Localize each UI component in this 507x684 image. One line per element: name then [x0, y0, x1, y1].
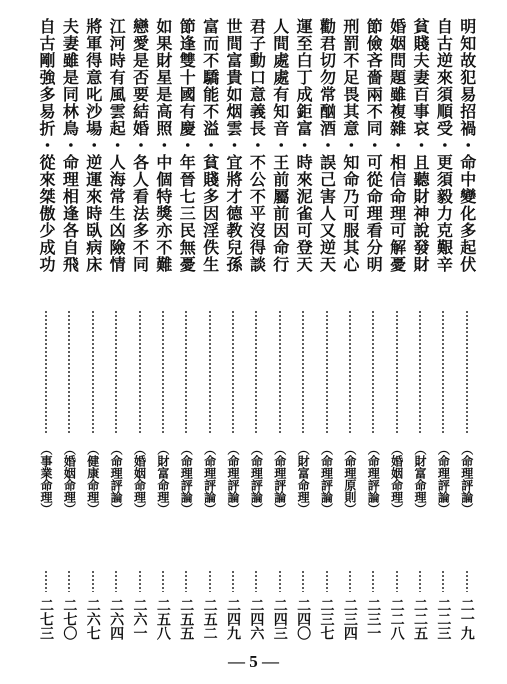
- leader-dots: [209, 310, 211, 435]
- toc-entry: [106, 18, 126, 638]
- leader-dots: [139, 570, 141, 592]
- toc-entry: [457, 18, 477, 638]
- entry-category: （婚姻命理）: [62, 443, 77, 515]
- toc-entry: [176, 18, 196, 638]
- entry-category: （命理評論）: [179, 443, 194, 515]
- entry-category: （財富命理）: [296, 443, 311, 515]
- entry-page-number: 二二八: [388, 598, 405, 640]
- entry-category: （命理評論）: [272, 443, 287, 515]
- leader-dots: [279, 570, 281, 592]
- entry-page-number: 二五八: [154, 598, 171, 640]
- leader-dots: [372, 310, 374, 435]
- leader-dots: [396, 570, 398, 592]
- entry-verse: 戀愛是否要結婚・各人看法多不同: [130, 18, 150, 273]
- leader-dots: [466, 310, 468, 435]
- entry-page-number: 二五五: [178, 598, 195, 640]
- leader-dots: [92, 310, 94, 435]
- entry-page-number: 二三七: [318, 598, 335, 640]
- leader-dots: [45, 310, 47, 435]
- leader-dots: [372, 570, 374, 592]
- toc-entry: [433, 18, 453, 638]
- entry-category: （命理評論）: [319, 443, 334, 515]
- leader-dots: [442, 310, 444, 435]
- entry-verse: 將軍得意叱沙場・逆運來時臥病床: [83, 18, 103, 273]
- leader-dots: [302, 570, 304, 592]
- leader-dots: [326, 570, 328, 592]
- entry-verse: 貧賤夫妻百事哀・且聽財神說發財: [411, 18, 430, 273]
- entry-page-number: 二六七: [84, 598, 101, 640]
- leader-dots: [279, 310, 281, 435]
- entry-page-number: 二七〇: [61, 598, 78, 640]
- entry-verse: 夫妻雖是同林鳥・命理相逢各自飛: [60, 18, 80, 273]
- leader-dots: [162, 570, 164, 592]
- leader-dots: [396, 310, 398, 435]
- entry-page-number: 二三四: [341, 598, 358, 640]
- entry-category: （命理評論）: [226, 443, 240, 515]
- entry-category: （命理原則）: [342, 443, 357, 515]
- leader-dots: [232, 310, 234, 435]
- leader-dots: [68, 310, 70, 435]
- entry-verse: 節儉吝嗇兩不同・可從命理看分明: [364, 18, 384, 273]
- toc-entry: [387, 18, 407, 638]
- leader-dots: [419, 570, 421, 592]
- entry-page-number: 二四九: [225, 598, 241, 640]
- entry-category: （命理評論）: [109, 443, 124, 515]
- leader-dots: [302, 310, 304, 435]
- toc-entry: [200, 18, 220, 638]
- toc-entry: [317, 18, 337, 638]
- leader-dots: [466, 570, 468, 592]
- toc-entry: [59, 18, 79, 638]
- entry-verse: 富而不驕能不溢・貧賤多因淫佚生: [200, 18, 220, 273]
- toc-entry: [83, 18, 103, 638]
- entry-page-number: 二六四: [108, 598, 125, 640]
- leader-dots: [45, 570, 47, 592]
- entry-verse: 如果財星是高照・中個特獎亦不難: [153, 18, 173, 273]
- leader-dots: [349, 310, 351, 435]
- entry-page-number: 二四〇: [295, 598, 312, 640]
- leader-dots: [139, 310, 141, 435]
- entry-verse: 君子動口意義長・不公不平沒得談: [247, 18, 267, 273]
- entry-verse: 世間富貴如烟雲・宜將才德教兒孫: [224, 18, 243, 273]
- leader-dots: [115, 310, 117, 435]
- leader-dots: [209, 570, 211, 592]
- entry-page-number: 二四六: [248, 598, 265, 640]
- entry-verse: 勸君切勿常酗酒・誤己害人又逆天: [317, 18, 337, 273]
- leader-dots: [349, 570, 351, 592]
- entry-page-number: 二二五: [412, 598, 428, 640]
- entry-category: （命理評論）: [459, 443, 474, 515]
- leader-dots: [255, 310, 257, 435]
- entry-page-number: 二三一: [365, 598, 382, 640]
- leader-dots: [442, 570, 444, 592]
- entry-verse: 明知故犯易招禍・命中變化多起伏: [457, 18, 477, 273]
- toc-entry: [270, 18, 290, 638]
- toc-entry: [153, 18, 173, 638]
- toc-entry: [223, 18, 243, 638]
- entry-verse: 江河時有風雲起・人海常生凶險情: [107, 18, 127, 273]
- toc-columns: [36, 18, 477, 638]
- leader-dots: [115, 570, 117, 592]
- entry-verse: 刑罰不足畏其意・知命乃可服其心: [340, 18, 360, 273]
- leader-dots: [326, 310, 328, 435]
- entry-category: （婚姻命理）: [389, 443, 404, 515]
- entry-page-number: 二七三: [38, 598, 54, 640]
- leader-dots: [68, 570, 70, 592]
- entry-page-number: 二六一: [131, 598, 148, 640]
- entry-verse: 婚姻問題雖複雜・相信命理可解憂: [387, 18, 407, 273]
- leader-dots: [419, 310, 421, 435]
- leader-dots: [232, 570, 234, 592]
- entry-category: （事業命理）: [39, 443, 53, 515]
- entry-category: （命理評論）: [366, 443, 381, 515]
- entry-category: （財富命理）: [413, 443, 427, 515]
- entry-category: （命理評論）: [202, 443, 217, 515]
- entry-page-number: 二一九: [458, 598, 475, 640]
- toc-entry: [130, 18, 150, 638]
- toc-entry: [410, 18, 430, 638]
- entry-page-number: 二二三: [435, 598, 452, 640]
- leader-dots: [185, 310, 187, 435]
- entry-category: （命理評論）: [436, 443, 451, 515]
- toc-entry: [363, 18, 383, 638]
- entry-verse: 自古剛強多易折・從來桀傲少成功: [37, 18, 56, 273]
- entry-verse: 自古逆來須順受・更須毅力克艱辛: [434, 18, 454, 273]
- entry-category: （財富命理）: [155, 443, 170, 515]
- entry-page-number: 二五二: [201, 598, 218, 640]
- leader-dots: [92, 570, 94, 592]
- leader-dots: [255, 570, 257, 592]
- entry-verse: 人間處處有知音・王前屬前因命行: [270, 18, 290, 273]
- entry-category: （婚姻命理）: [132, 443, 147, 515]
- toc-entry: [340, 18, 360, 638]
- entry-page-number: 二四三: [271, 598, 288, 640]
- page-footer-number: — 5 —: [228, 652, 279, 671]
- entry-verse: 節逢雙十國有慶・年晉七三民無憂: [177, 18, 197, 273]
- toc-entry: [36, 18, 56, 638]
- entry-category: （健康命理）: [85, 443, 100, 515]
- entry-category: （命理評論）: [249, 443, 264, 515]
- leader-dots: [185, 570, 187, 592]
- toc-entry: [246, 18, 266, 638]
- entry-verse: 運至白丁成鉅富・時來泥雀可登天: [294, 18, 314, 273]
- leader-dots: [162, 310, 164, 435]
- toc-entry: [293, 18, 313, 638]
